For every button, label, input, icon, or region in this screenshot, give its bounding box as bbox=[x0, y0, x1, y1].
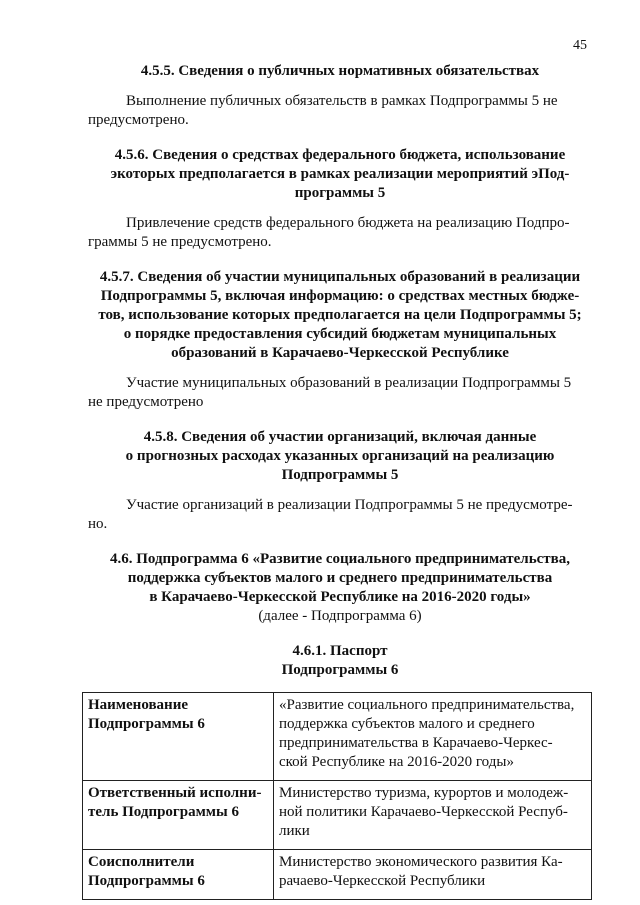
heading-line: 4.6.1. Паспорт bbox=[292, 643, 388, 659]
heading-4-5-7 bbox=[88, 268, 592, 363]
heading-line: поддержка субъектов малого и среднего предпринимательства bbox=[127, 570, 553, 586]
paragraph-line: Участие муниципальных образований в реализации Подпрограммы 5 bbox=[126, 375, 572, 391]
paragraph-line: граммы 5 не предусмотрено. bbox=[88, 234, 272, 250]
paragraph-4-5-6 bbox=[88, 214, 592, 252]
cell-line: предпринимательства в Карачаево-Черкес- bbox=[279, 735, 553, 751]
cell-line: Министерство туризма, курортов и молодеж- bbox=[279, 785, 569, 801]
table-row bbox=[83, 781, 592, 850]
heading-line: тов, использование которых предполагается на цели Подпрограммы 5; bbox=[98, 307, 582, 323]
passport-table bbox=[82, 692, 592, 900]
table-row bbox=[83, 693, 592, 781]
heading-line: Подпрограммы 5 bbox=[281, 467, 399, 483]
table-cell-label bbox=[83, 850, 274, 900]
cell-line: Подпрограммы 6 bbox=[88, 873, 205, 889]
heading-line: в Карачаево-Черкесской Республике на 2016-2020 годы» bbox=[149, 589, 531, 605]
paragraph-line: не предусмотрено bbox=[88, 394, 204, 410]
cell-line: тель Подпрограммы 6 bbox=[88, 804, 239, 820]
heading-4-5-6 bbox=[88, 146, 592, 203]
cell-line: Министерство экономического развития Ка- bbox=[279, 854, 563, 870]
heading-line: образований в Карачаево-Черкесской Республике bbox=[171, 345, 509, 361]
heading-line: 4.6. Подпрограмма 6 «Развитие социального предпринимательства, bbox=[109, 551, 571, 567]
cell-line: «Развитие социального предпринимательства, bbox=[279, 697, 575, 713]
cell-line: поддержка субъектов малого и среднего bbox=[279, 716, 535, 732]
cell-line: Подпрограммы 6 bbox=[88, 716, 205, 732]
heading-line: 4.5.5. Сведения о публичных нормативных обязательствах bbox=[140, 63, 540, 79]
heading-4-5-8 bbox=[88, 428, 592, 485]
paragraph-line: предусмотрено. bbox=[88, 112, 189, 128]
document-content bbox=[88, 62, 592, 900]
paragraph-4-5-5 bbox=[88, 92, 592, 130]
paragraph-4-5-7 bbox=[88, 374, 592, 412]
heading-line: Подпрограммы 5, включая информацию: о средствах местных бюдже- bbox=[100, 288, 580, 304]
heading-line: о порядке предоставления субсидий бюджетам муниципальных bbox=[123, 326, 557, 342]
heading-line: Подпрограммы 6 bbox=[281, 662, 399, 678]
heading-4-6-1 bbox=[88, 642, 592, 680]
cell-line: лики bbox=[279, 823, 310, 839]
heading-line: экоторых предполагается в рамках реализации мероприятий эПод- bbox=[110, 166, 570, 182]
heading-line: 4.5.6. Сведения о средствах федерального бюджета, использование bbox=[114, 147, 566, 163]
paragraph-line: Привлечение средств федерального бюджета на реализацию Подпро- bbox=[126, 215, 570, 231]
heading-note: (далее - Подпрограмма 6) bbox=[258, 608, 422, 624]
paragraph-4-5-8 bbox=[88, 496, 592, 534]
heading-line: 4.5.8. Сведения об участии организаций, включая данные bbox=[143, 429, 537, 445]
page-number: 45 bbox=[573, 38, 587, 53]
table-cell-label bbox=[83, 781, 274, 850]
heading-line: 4.5.7. Сведения об участии муниципальных образований в реализации bbox=[99, 269, 581, 285]
heading-4-5-5 bbox=[88, 62, 592, 81]
paragraph-line: Выполнение публичных обязательств в рамках Подпрограммы 5 не bbox=[126, 93, 558, 109]
table-cell-value bbox=[274, 693, 592, 781]
heading-line: о прогнозных расходах указанных организаций на реализацию bbox=[125, 448, 555, 464]
table-cell-value bbox=[274, 850, 592, 900]
cell-line: Наименование bbox=[88, 697, 188, 713]
cell-line: рачаево-Черкесской Республики bbox=[279, 873, 486, 889]
heading-line: программы 5 bbox=[294, 185, 386, 201]
heading-4-6 bbox=[88, 550, 592, 607]
paragraph-line: но. bbox=[88, 516, 108, 532]
cell-line: ской Республике на 2016-2020 годы» bbox=[279, 754, 514, 770]
cell-line: Ответственный исполни- bbox=[88, 785, 262, 801]
paragraph-line: Участие организаций в реализации Подпрограммы 5 не предусмотре- bbox=[126, 497, 573, 513]
table-cell-value bbox=[274, 781, 592, 850]
cell-line: Соисполнители bbox=[88, 854, 195, 870]
cell-line: ной политики Карачаево-Черкесской Респуб- bbox=[279, 804, 568, 820]
table-cell-label bbox=[83, 693, 274, 781]
table-row bbox=[83, 850, 592, 900]
